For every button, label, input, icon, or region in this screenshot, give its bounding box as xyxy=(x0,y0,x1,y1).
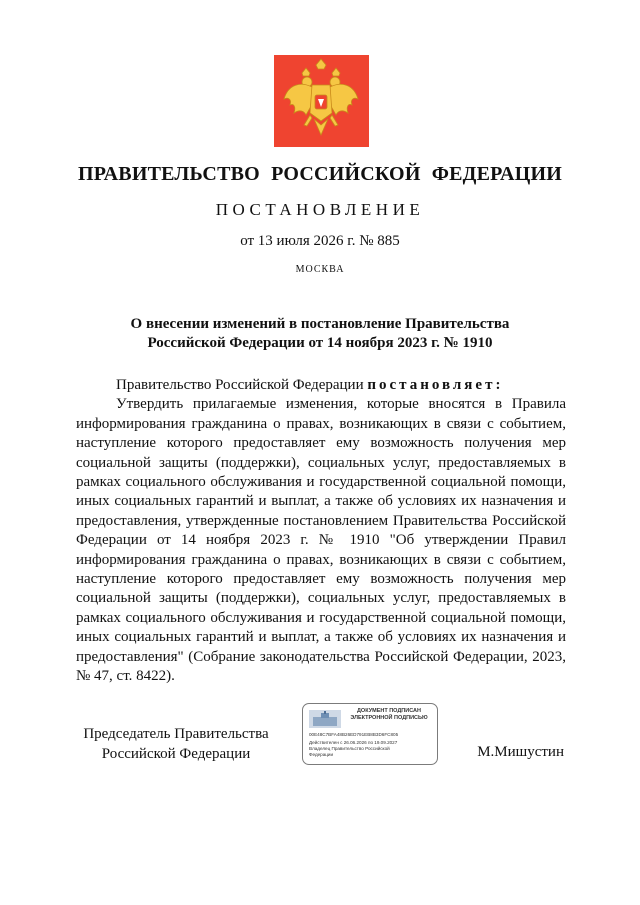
double-headed-eagle-icon xyxy=(274,55,369,147)
stamp-title xyxy=(343,708,435,722)
stamp-owner-line-2: Федерации xyxy=(309,752,334,757)
decree-word: постановляет: xyxy=(367,377,504,393)
signer-name: М.Мишустин xyxy=(477,744,564,760)
subject-line-2: Российской Федерации от 14 ноября 2023 г. № 1910 xyxy=(147,335,493,351)
stamp-owner-line-1: Владелец Правительство Российской xyxy=(309,746,390,751)
stamp-serial: 00E48C7BFA48B26ED791EB8B3D6FC805 xyxy=(309,732,399,737)
decree-intro xyxy=(76,376,566,395)
document-date-number: от 13 июля 2026 г. № 885 xyxy=(240,233,400,249)
decree-intro-text: Правительство Российской Федерации xyxy=(116,377,364,393)
signer-position-line-2: Российской Федерации xyxy=(101,746,251,762)
document-subject xyxy=(90,315,550,353)
document-type: ПОСТАНОВЛЕНИЕ xyxy=(215,200,425,219)
stamp-title-line-2: ЭЛЕКТРОННОЙ ПОДПИСЬЮ xyxy=(350,715,428,721)
signer-position-line-1: Председатель Правительства xyxy=(83,726,269,742)
stamp-title-line-1: ДОКУМЕНТ ПОДПИСАН xyxy=(357,708,421,714)
coat-of-arms-emblem xyxy=(274,55,369,147)
government-title: ПРАВИТЕЛЬСТВО РОССИЙСКОЙ ФЕДЕРАЦИИ xyxy=(78,163,562,185)
document-city: МОСКВА xyxy=(295,264,345,275)
stamp-validity: Действителен с 26.06.2026 по 19.09.2027 xyxy=(309,740,398,745)
signer-position xyxy=(76,724,276,764)
government-building-icon xyxy=(309,710,341,728)
decree-paragraph: Утвердить прилагаемые изменения, которые вносятся в Правила информирования гражданина о правах, возникающих в связи с событием, наступление которого предоставляет ему возможность получения мер социальной защиты (поддержки), социальных услуг, предоставляемых в рамках социального обслуживания и государственной социальной помощи, иных социальных гарантий и выплат, а также об условиях их назначения и предоставления, утвержденные постановлением Правительства Российской Федерации от 14 ноября 2023 г. № 1910 "Об утверждении Правил информирования гражданина о правах, возникающих в связи с событием, наступление которого предоставляет ему возможность получения мер социальной защиты (поддержки), социальных услуг, предоставляемых в рамках социального обслуживания и государственной социальной помощи, иных социальных гарантий и выплат, а также об условиях их назначения и предоставления" (Собрание законодательства Российской Федерации, 2023, № 47, ст. 8422). xyxy=(76,396,566,685)
subject-line-1: О внесении изменений в постановление Правительства xyxy=(130,316,510,332)
document-body xyxy=(76,376,566,687)
electronic-signature-stamp xyxy=(302,703,438,765)
